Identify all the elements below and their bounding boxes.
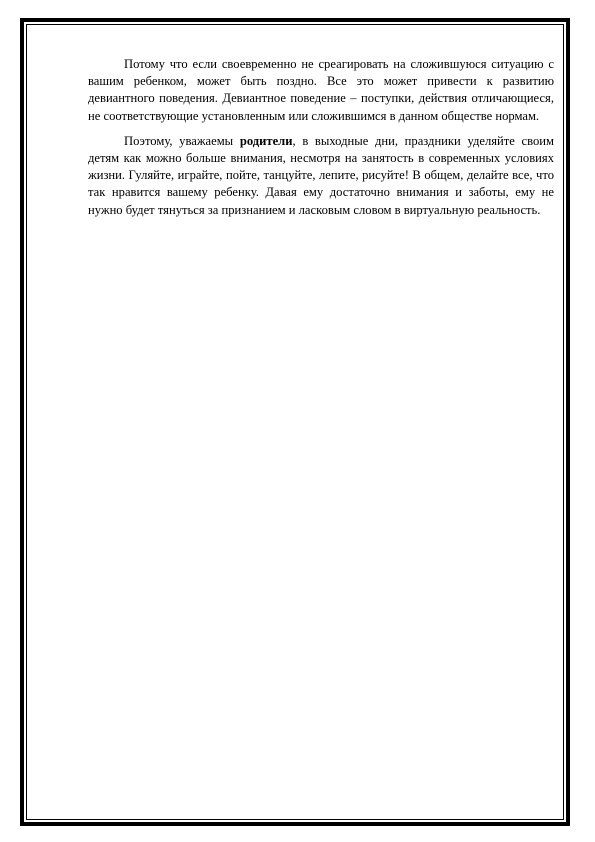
- parents-emphasis: родители: [239, 133, 293, 148]
- paragraph-deviant-behavior: Потому что если своевременно не среагировать на сложившуюся ситуацию с вашим ребенком, может быть поздно. Все это может привести к развитию девиантного поведения. Девиантное поведение – поступки, действия отличающиеся, не соответствующие установленным или сложившимся в данном обществе нормам.: [88, 57, 554, 123]
- paragraph-advice-start: Поэтому, уважаемы: [124, 133, 240, 148]
- document-body: [88, 56, 554, 227]
- paragraph-advice-to-parents: [88, 133, 554, 219]
- paragraph-advice-rest: , в выходные дни, праздники уделяйте своим детям как можно больше внимания, несмотря на занятость в современных условиях жизни. Гуляйте, играйте, пойте, танцуйте, лепите, рисуйте! В общем, делайте все, что так нравится вашему ребенку. Давая ему достаточно внимания и заботы, ему не нужно будет тянуться за признанием и ласковым словом в виртуальную реальность.: [88, 133, 554, 217]
